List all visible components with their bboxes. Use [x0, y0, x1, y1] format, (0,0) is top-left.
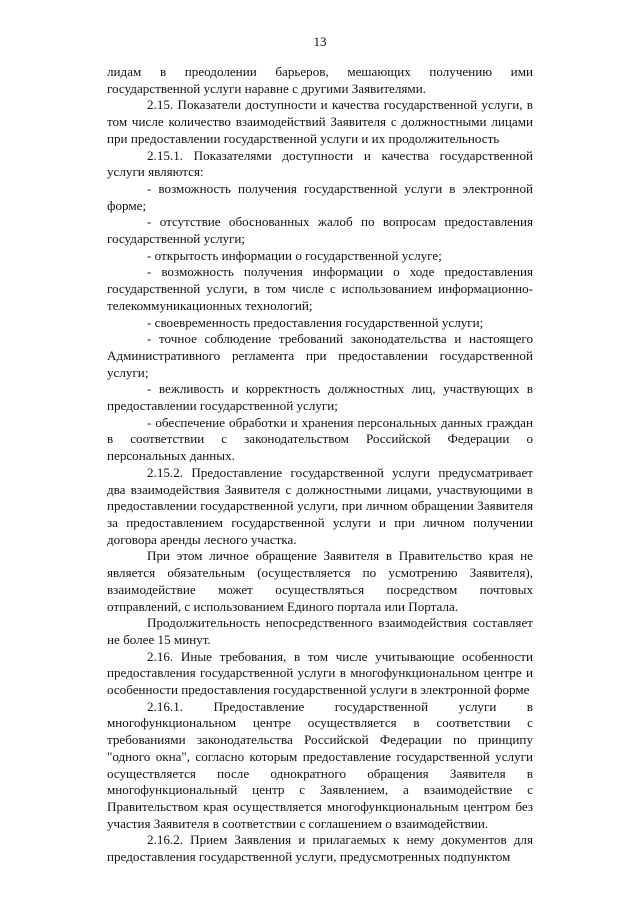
list-item: - отсутствие обоснованных жалоб по вопросам предоставления государственной услуги;: [107, 214, 533, 247]
list-item: - возможность получения информации о ходе предоставления государственной услуги, в том числе с использованием информационно-телекоммуникационных технологий;: [107, 264, 533, 313]
paragraph: Продолжительность непосредственного взаимодействия составляет не более 15 минут.: [107, 615, 533, 647]
section-heading-2-16: 2.16. Иные требования, в том числе учитывающие особенности предоставления государственной услуги в многофункциональном центре и особенности предоставления государственной услуги в электронной форме: [107, 648, 533, 698]
paragraph: лидам в преодолении барьеров, мешающих получению ими государственной услуги наравне с другими Заявителями.: [107, 64, 533, 96]
list-item: - своевременность предоставления государственной услуги;: [147, 314, 484, 330]
list-item: - обеспечение обработки и хранения персональных данных граждан в соответствии с законодательством Российской Федерации о персональных данных.: [107, 414, 533, 464]
paragraph: 2.15.1. Показателями доступности и качества государственной услуги являются:: [107, 147, 533, 180]
paragraph: 2.16.2. Прием Заявления и прилагаемых к нему документов для предоставления государственной услуги, предусмотренных подпунктом: [107, 832, 533, 865]
paragraph: При этом личное обращение Заявителя в Правительство края не является обязательным (осуществляется по усмотрению Заявителя), взаимодействие может осуществляться посредством почтовых отправлений, с использованием Единого портала или Портала.: [107, 548, 533, 614]
list-item: - точное соблюдение требований законодательства и настоящего Административного регламента при предоставлении государственной услуги;: [107, 331, 533, 380]
section-heading-2-15: 2.15. Показатели доступности и качества государственной услуги, в том числе количество взаимодействий Заявителя с должностными лицами при предоставлении государственной услуги и их продолжительность: [107, 97, 533, 146]
page-number: 13: [313, 34, 327, 49]
paragraph: 2.16.1. Предоставление государственной услуги в многофункциональном центре осуществляется в соответствии с требованиями законодательства Российской Федерации по принципу "одного окна", согласно которым предоставление государственной услуги осуществляется после однократного обращения Заявителя в многофункциональный центр с Заявлением, а взаимодействие с Правительством края осуществляется многофункциональным центром без участия Заявителя в соответствии с соглашением о взаимодействии.: [107, 698, 533, 831]
document-body: [107, 64, 533, 866]
list-item: - вежливость и корректность должностных лиц, участвующих в предоставлении государственной услуги;: [107, 381, 533, 414]
list-item: - открытость информации о государственной услуге;: [147, 247, 442, 263]
list-item: - возможность получения государственной услуги в электронной форме;: [107, 180, 533, 213]
paragraph: 2.15.2. Предоставление государственной услуги предусматривает два взаимодействия Заявителя с должностными лицами, участвующими в предоставлении государственной услуги, при личном обращении Заявителя за предоставлением государственной услуги и при личном получении договора аренды лесного участка.: [107, 464, 533, 547]
